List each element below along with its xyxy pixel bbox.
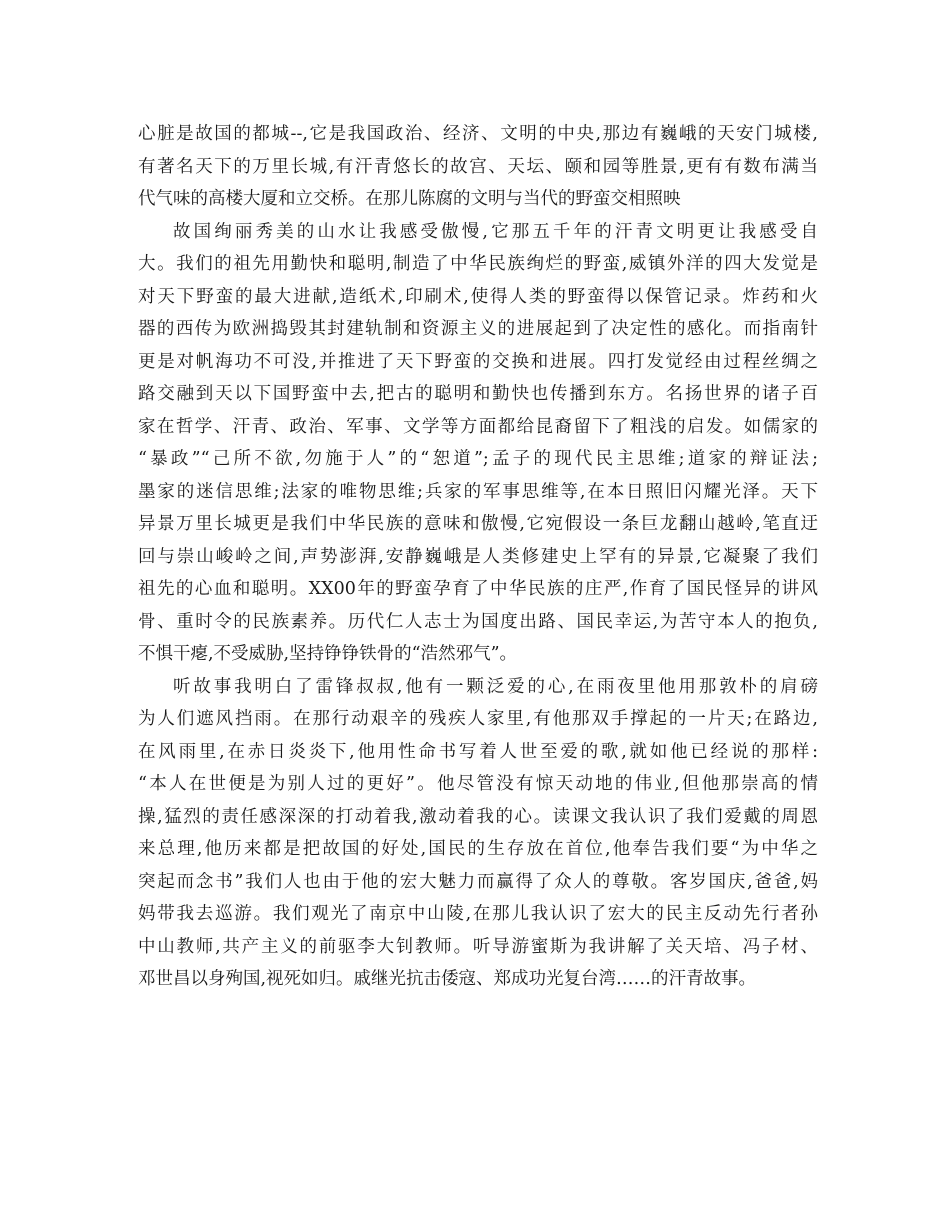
text-line: 更是对帆海功不可没,并推进了天下野蛮的交换和进展。四打发觉经由过程丝绸之: [138, 351, 818, 372]
text-line: “本人在世便是为别人过的更好”。他尽管没有惊天动地的伟业,但他那崇高的情: [138, 774, 818, 794]
paragraph-2: [138, 216, 818, 671]
text-line: 大。我们的祖先用勤快和聪明,制造了中华民族绚烂的野蛮,威镇外洋的四大发觉是: [138, 254, 818, 274]
text-line: 回与崇山峻岭之间,声势澎湃,安静巍峨是人类修建史上罕有的异景,它凝聚了我们: [138, 546, 818, 567]
text-line: 为人们遮风挡雨。在那行动艰辛的残疾人家里,有他那双手撑起的一片天;在路边,: [138, 709, 818, 729]
text-line: 邓世昌以身殉国,视死如归。戚继光抗击倭寇、郑成功光复台湾……的汗青故事。: [138, 969, 757, 989]
text-line: 故国绚丽秀美的山水让我感受傲慢,它那五千年的汗青文明更让我感受自: [173, 221, 818, 242]
text-line: 心脏是故国的都城--,它是我国政治、经济、文明的中央,那边有巍峨的天安门城楼,: [138, 124, 818, 144]
text-line: 异景万里长城更是我们中华民族的意味和傲慢,它宛假设一条巨龙翻山越岭,笔直迂: [138, 514, 818, 534]
document-body: [138, 118, 818, 996]
text-line: “暴政”“己所不欲,勿施于人”的“恕道”;孟子的现代民主思维;道家的辩证法;: [138, 449, 818, 469]
text-line: 对天下野蛮的最大进献,造纸术,印刷术,使得人类的野蛮得以保管记录。炸药和火: [138, 286, 818, 307]
text-line: 路交融到天以下国野蛮中去,把古的聪明和勤快也传播到东方。名扬世界的诸子百: [138, 384, 818, 404]
text-line: 有著名天下的万里长城,有汗青悠长的故宫、天坛、颐和园等胜景,更有有数布满当: [138, 156, 818, 177]
text-line: 墨家的迷信思维;法家的唯物思维;兵家的军事思维等,在本日照旧闪耀光泽。天下: [138, 481, 818, 502]
text-line: 器的西传为欧洲捣毁其封建轨制和资源主义的进展起到了决定性的感化。而指南针: [138, 319, 818, 339]
paragraph-1: [138, 118, 818, 216]
text-line: 家在哲学、汗青、政治、军事、文学等方面都给昆裔留下了粗浅的启发。如儒家的: [138, 416, 818, 437]
text-line: 代气味的高楼大厦和立交桥。在那儿陈腐的文明与当代的野蛮交相照映: [138, 189, 681, 209]
text-line: 不惧干瘪,不受威胁,坚持铮铮铁骨的“浩然邪气”。: [138, 644, 518, 664]
text-line: 妈带我去巡游。我们观光了南京中山陵,在那儿我认识了宏大的民主反动先行者孙: [138, 904, 818, 924]
text-line: 来总理,他历来都是把故国的好处,国民的生存放在首位,他奉告我们要“为中华之: [138, 839, 818, 859]
text-line: 在风雨里,在赤日炎炎下,他用性命书写着人世至爱的歌,就如他已经说的那样:: [138, 741, 818, 762]
text-line: 听故事我明白了雷锋叔叔,他有一颗泛爱的心,在雨夜里他用那敦朴的肩磅: [173, 676, 818, 697]
text-line: 祖先的心血和聪明。XX00年的野蛮孕育了中华民族的庄严,作育了国民怪异的讲风: [138, 579, 818, 599]
text-line: 操,猛烈的责任感深深的打动着我,激动着我的心。读课文我认识了我们爱戴的周恩: [138, 806, 818, 827]
text-line: 骨、重时令的民族素养。历代仁人志士为国度出路、国民幸运,为苦守本人的抱负,: [138, 611, 818, 632]
paragraph-3: [138, 671, 818, 996]
text-line: 突起而念书”我们人也由于他的宏大魅力而赢得了众人的尊敬。客岁国庆,爸爸,妈: [138, 871, 818, 892]
text-line: 中山教师,共产主义的前驱李大钊教师。听导游蜜斯为我讲解了关天培、冯子材、: [138, 936, 818, 957]
